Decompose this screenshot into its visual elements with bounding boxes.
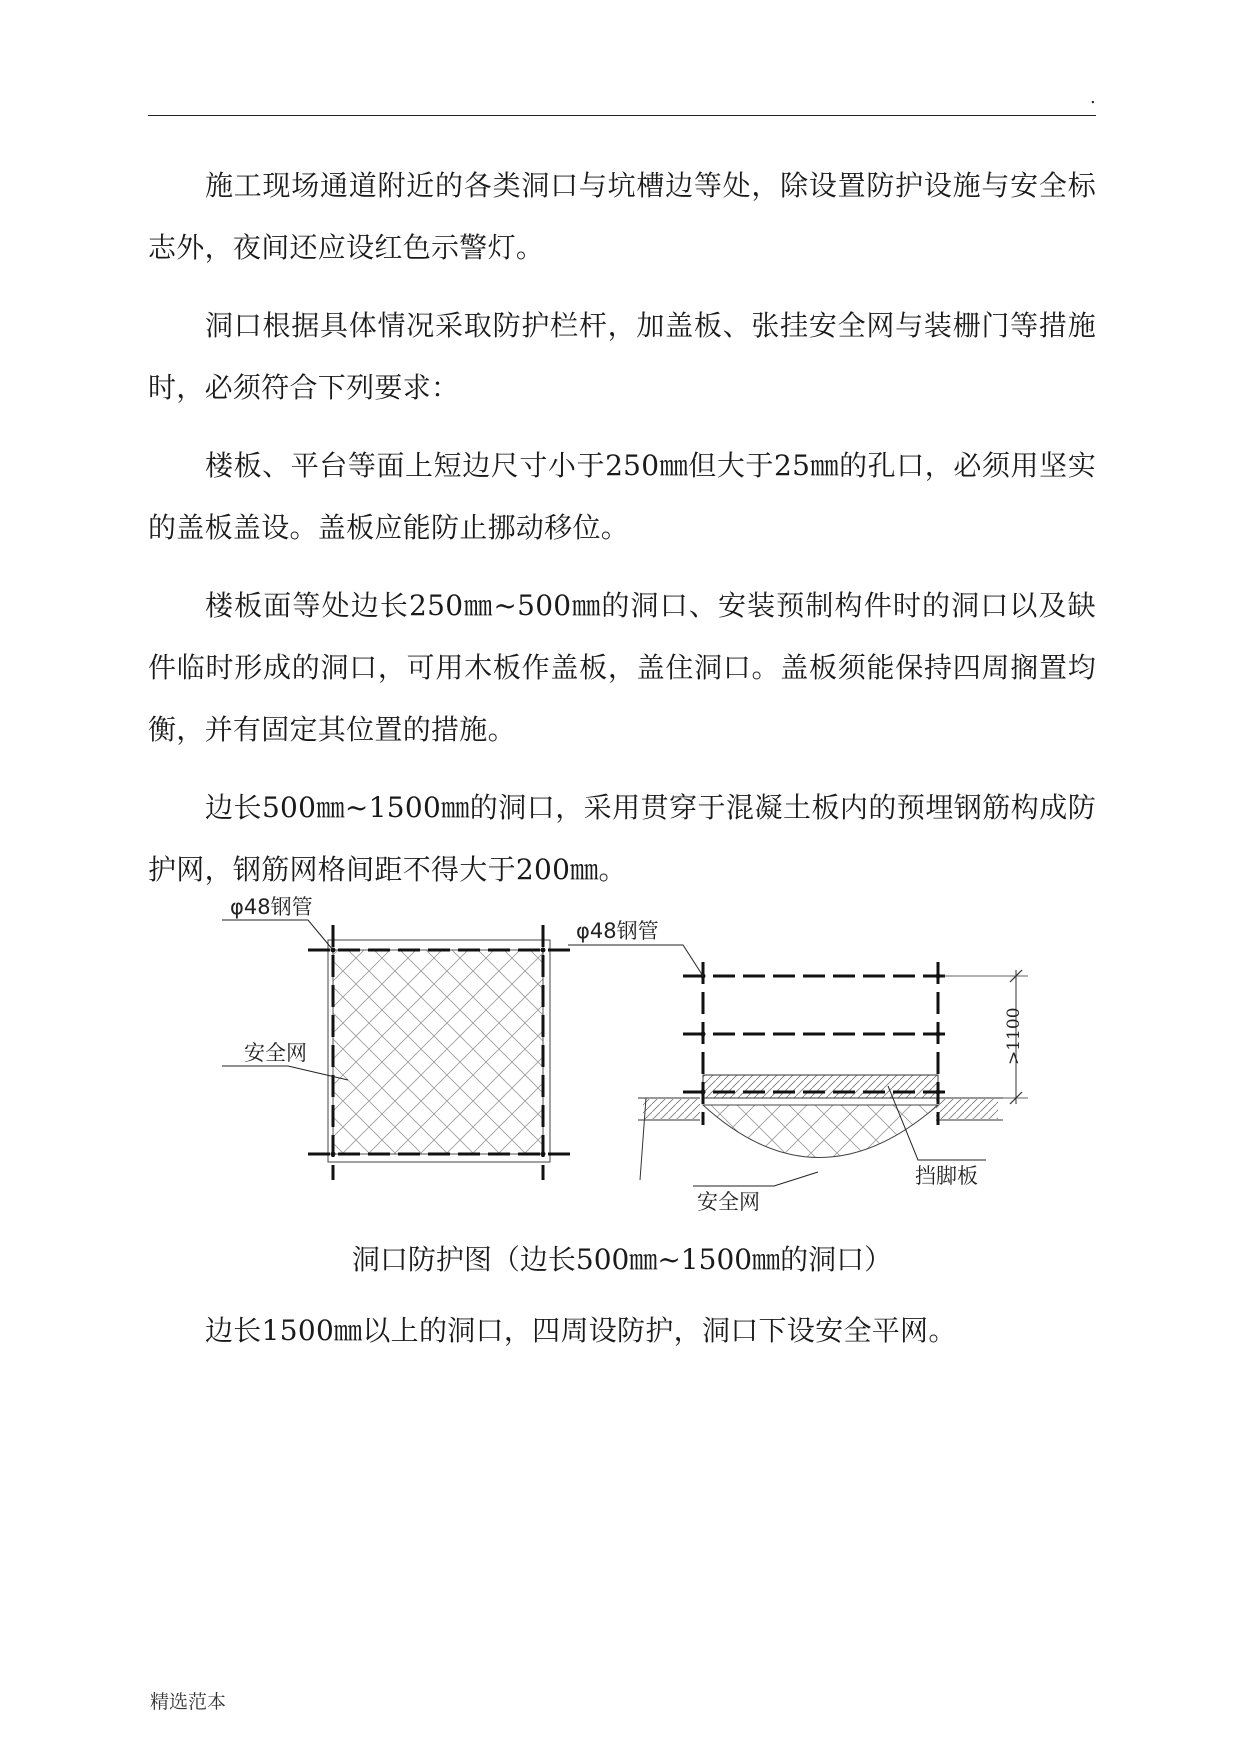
body-text <box>148 155 1096 917</box>
section-safety-net <box>703 1105 938 1158</box>
opening-protection-figure <box>148 880 1096 1220</box>
section-view <box>568 919 1028 1214</box>
plan-net-label: 安全网 <box>244 1041 307 1065</box>
plan-safety-net <box>333 950 543 1154</box>
footer-text: 精选范本 <box>150 1691 227 1713</box>
paragraph-medium-openings: 楼板面等处边长250㎜~500㎜的洞口、安装预制构件时的洞口以及缺件临时形成的洞口，可用木板作盖板，盖住洞口。盖板须能保持四周搁置均衡，并有固定其位置的措施。 <box>148 589 1096 746</box>
section-toe-board <box>703 1075 938 1098</box>
paragraph-requirements-intro: 洞口根据具体情况采取防护栏杆，加盖板、张挂安全网与装栅门等措施时，必须符合下列要求： <box>148 309 1096 404</box>
section-pipe-label: φ48钢管 <box>576 919 659 943</box>
section-toeboard-label: 挡脚板 <box>915 1164 978 1188</box>
paragraph-small-openings: 楼板、平台等面上短边尺寸小于250㎜但大于25㎜的孔口，必须用坚实的盖板盖设。盖板应能防止挪动移位。 <box>148 449 1096 544</box>
paragraph-large-openings: 边长500㎜~1500㎜的洞口，采用贯穿于混凝土板内的预埋钢筋构成防护网，钢筋网格间距不得大于200㎜。 <box>148 791 1096 886</box>
plan-pipe-label: φ48钢管 <box>230 895 313 919</box>
header-rule <box>148 115 1096 116</box>
header-mark: . <box>1090 87 1096 108</box>
figure-caption: 洞口防护图（边长500㎜~1500㎜的洞口） <box>351 1243 893 1276</box>
section-pipe-leader <box>568 945 703 976</box>
section-net-leader <box>693 1172 818 1186</box>
section-net-label: 安全网 <box>697 1190 760 1214</box>
section-height-label: >1100 <box>1004 1007 1024 1065</box>
paragraph-extra-large-openings: 边长1500㎜以上的洞口，四周设防护，洞口下设安全平网。 <box>205 1314 957 1347</box>
plan-pipe-leader <box>222 920 333 950</box>
paragraph-warning-lights: 施工现场通道附近的各类洞口与坑槽边等处，除设置防护设施与安全标志外，夜间还应设红色示警灯。 <box>148 169 1096 264</box>
plan-net-leader <box>222 1066 348 1080</box>
plan-view <box>222 895 573 1180</box>
